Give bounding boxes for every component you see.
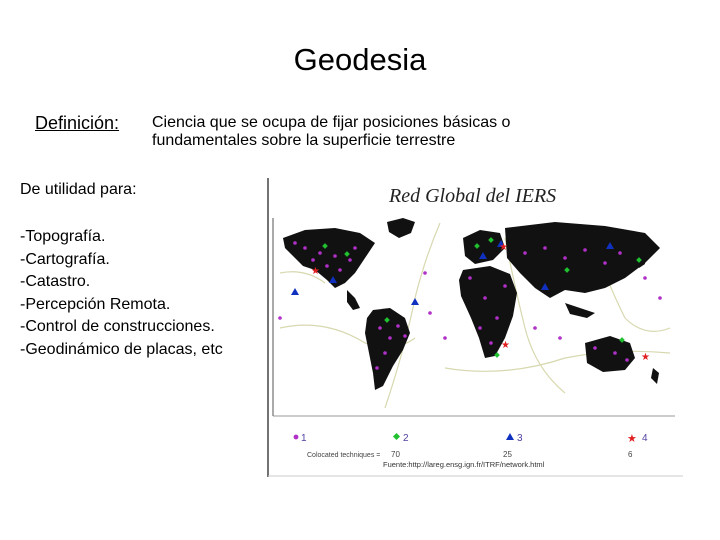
australia [585, 336, 635, 372]
north-america [283, 228, 375, 288]
definition-label: Definición: [35, 113, 120, 133]
colocated-count-4: 6 [628, 450, 633, 459]
uses-list [20, 226, 223, 361]
star-marker: ★ [311, 266, 320, 277]
map-legend [294, 433, 648, 469]
triangle-icon [506, 433, 514, 440]
new-zealand [651, 368, 659, 384]
star-marker: ★ [499, 242, 508, 253]
use-item-geodinamico: -Geodinámico de placas, etc [20, 340, 223, 358]
colocated-count-3: 25 [503, 450, 512, 459]
colocated-label: Colocated techniques = [307, 452, 381, 459]
star-marker: ★ [641, 352, 650, 363]
utility-label: De utilidad para: [20, 181, 137, 198]
legend-label-1: 1 [301, 433, 307, 444]
iers-map-svg [265, 178, 683, 477]
use-item-topografia: -Topografía. [20, 228, 106, 245]
use-item-percepcion: -Percepción Remota. [20, 295, 171, 313]
star-marker: ★ [501, 340, 510, 351]
star-icon: ★ [627, 433, 637, 445]
indonesia [565, 303, 595, 318]
use-item-cartografia: -Cartografía. [20, 250, 110, 268]
diamond-icon [393, 433, 400, 440]
legend-label-3: 3 [517, 433, 523, 444]
map-source: Fuente:http://lareg.ensg.ign.fr/ITRF/network.html [383, 460, 545, 469]
continents [283, 218, 660, 390]
dot-icon [294, 435, 299, 440]
greenland [387, 218, 415, 238]
legend-label-2: 2 [403, 433, 409, 444]
iers-network-figure [265, 178, 683, 477]
colocated-count-2: 70 [391, 450, 400, 459]
definition-text: Ciencia que se ocupa de fijar posiciones básicas o fundamentales sobre la superficie terrestre [152, 114, 511, 149]
use-item-catastro: -Catastro. [20, 273, 91, 290]
use-item-construcciones: -Control de construcciones. [20, 318, 215, 335]
world-map [278, 218, 670, 408]
central-america [347, 290, 360, 310]
legend-label-4: 4 [642, 433, 648, 444]
figure-title: Red Global del IERS [389, 185, 557, 207]
slide-title: Geodesia [293, 42, 427, 77]
